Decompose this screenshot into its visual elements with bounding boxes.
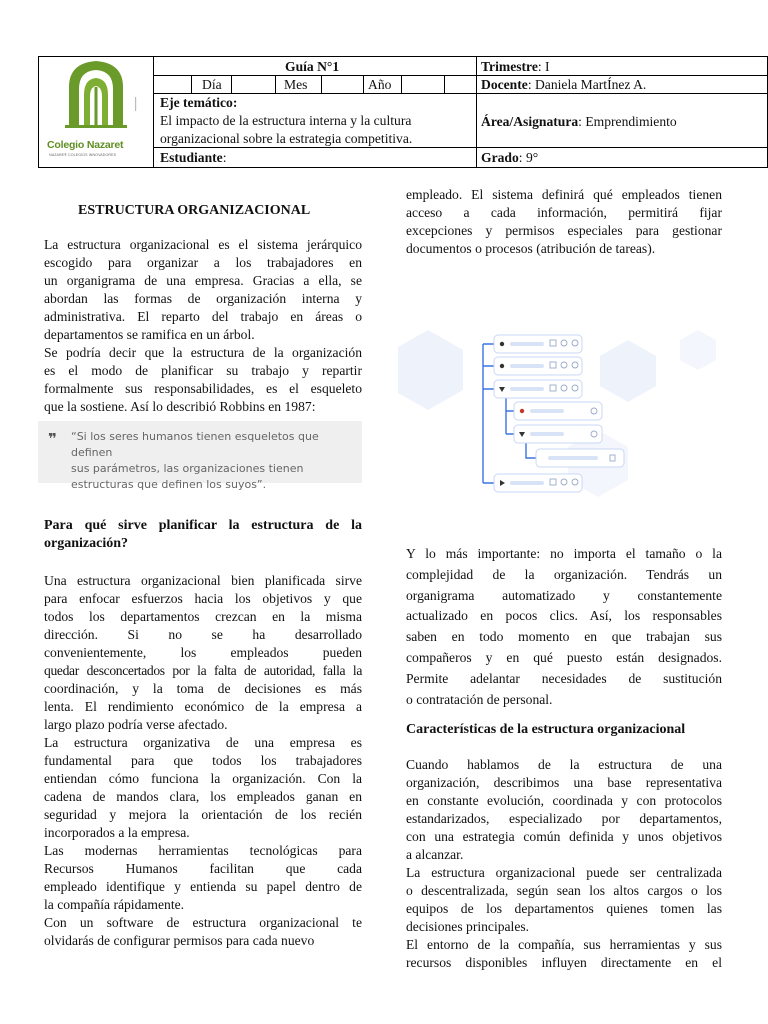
text-line: convenientemente, los empleados pueden bbox=[44, 645, 362, 660]
text-line: escogido para organizar a los trabajadores en bbox=[44, 255, 362, 270]
text-line: departamentos se ramifica en un árbol. bbox=[44, 327, 255, 342]
text-line: empleado identifique y entienda su papel dentro de bbox=[44, 879, 362, 894]
text-line: todos los departamentos crezcan en la misma bbox=[44, 609, 362, 624]
text-line: La estructura organizativa de una empresa es bbox=[44, 735, 362, 750]
text-line: olvidarás de configurar permisos para cada nuevo bbox=[44, 933, 315, 948]
text-line: saben en todo momento en que trabajan sus bbox=[406, 629, 722, 645]
quote-icon: ❞ bbox=[48, 430, 57, 448]
text-line: coordinación, y la toma de decisiones es más bbox=[44, 681, 362, 696]
logo-arch-icon bbox=[39, 57, 153, 137]
text-line: con una estrategia común definida y unos objetivos bbox=[406, 829, 722, 844]
text-line: administrativa. El reparto del trabajo en áreas o bbox=[44, 309, 362, 324]
text-line: la compañía rápidamente. bbox=[44, 897, 185, 912]
text-line: en constante evolución, coordinada y con protocolos bbox=[406, 793, 722, 808]
text-line: estandarizados, especializado por departamentos, bbox=[406, 811, 722, 826]
header-table bbox=[38, 56, 768, 168]
text-line: Recursos Humanos facilitan que cada bbox=[44, 861, 362, 876]
section-heading-caracteristicas: Características de la estructura organizacional bbox=[406, 722, 686, 737]
text-line: organigrama automatizado y constantemente bbox=[406, 587, 722, 603]
intro-paragraph bbox=[44, 236, 362, 416]
right-mid-paragraph bbox=[406, 544, 722, 710]
text-line: excepciones y permisos especiales para gestionar bbox=[406, 223, 722, 238]
text-line: Y lo más importante: no importa el tamaño o la bbox=[406, 546, 722, 561]
text-line: es el modo de planificar su trabajo y repartir bbox=[44, 363, 362, 378]
text-line: quedar desconcertados por la falta de autoridad, falla la bbox=[44, 663, 362, 678]
trimestre: Trimestre: I bbox=[481, 59, 550, 74]
text-line: o contratación de personal. bbox=[406, 691, 553, 707]
text-line: Permite adelantar necesidades de sustitución bbox=[406, 670, 722, 686]
text-line: documentos o procesos (atribución de tareas). bbox=[406, 241, 656, 256]
text-line: Una estructura organizacional bien planificada sirve bbox=[44, 573, 362, 588]
text-line: equipos de los departamentos quienes tomen las bbox=[406, 901, 722, 916]
text-line: La estructura organizacional es el sistema jerárquico bbox=[44, 237, 362, 252]
day-label: Día bbox=[202, 77, 222, 92]
text-line: acceso a cada información, permitirá fijar bbox=[406, 205, 722, 220]
text-line: El entorno de la compañía, sus herramientas y sus bbox=[406, 937, 722, 952]
text-line: Se podría decir que la estructura de la organización bbox=[44, 345, 362, 360]
logo-name: Colegio Nazaret bbox=[47, 139, 124, 151]
grado: Grado: 9° bbox=[481, 150, 539, 165]
text-line: actualizado en pocos clics. Así, los responsables bbox=[406, 608, 722, 624]
estudiante: Estudiante: bbox=[160, 150, 227, 165]
text-line: seguridad y mejora la orientación de los recién bbox=[44, 807, 362, 822]
eje-line-2: organizacional sobre la estrategia competitiva. bbox=[160, 131, 413, 146]
text-line: Cuando hablamos de la estructura de una bbox=[406, 757, 722, 772]
text-line: que la sostiene. Así lo describió Robbins en 1987: bbox=[44, 399, 316, 414]
year-label: Año bbox=[368, 77, 392, 92]
text-line: abordan las formas de organización interna y bbox=[44, 291, 362, 306]
right-bottom-paragraph bbox=[406, 756, 722, 972]
logo-tagline: NAZARE® COLEGIOS INNOVADORES bbox=[49, 153, 117, 157]
text-line: dirección. Si no se ha desarrollado bbox=[44, 627, 362, 642]
quote-box bbox=[38, 421, 362, 491]
text-line: fundamental para que todos los trabajadores bbox=[44, 753, 362, 768]
text-line: a alcanzar. bbox=[406, 847, 464, 862]
text-line: un organigrama de una empresa. Gracias a ella, se bbox=[44, 273, 362, 288]
text-line: largo plazo podría verse afectado. bbox=[44, 717, 228, 732]
text-line: Las modernas herramientas tecnológicas para bbox=[44, 843, 362, 858]
planificar-paragraph bbox=[44, 572, 362, 950]
text-line: complejidad de la organización. Tendrás un bbox=[406, 566, 722, 582]
text-line: empleado. El sistema definirá qué empleados tienen bbox=[406, 187, 722, 202]
school-logo bbox=[39, 57, 154, 167]
eje-line-1: El impacto de la estructura interna y la cultura bbox=[160, 113, 412, 128]
section-heading-planificar: Para qué sirve planificar la estructura de la organización? bbox=[44, 518, 362, 551]
text-line: incorporados a la empresa. bbox=[44, 825, 190, 840]
text-line: entiendan cómo funciona la organización. Con la bbox=[44, 771, 362, 786]
text-line: o descentralizada, según sean los altos cargos o los bbox=[406, 883, 722, 898]
text-line: organización, describimos una base representativa bbox=[406, 775, 722, 790]
text-line: decisiones principales. bbox=[406, 919, 530, 934]
text-line: para enfocar esfuerzos hacia los objetivos y que bbox=[44, 591, 362, 606]
right-top-paragraph bbox=[406, 186, 722, 258]
page-title: ESTRUCTURA ORGANIZACIONAL bbox=[78, 203, 311, 218]
docente: Docente: Daniela MartÍnez A. bbox=[481, 77, 647, 92]
text-line: compañeros y en qué puesto están designados. bbox=[406, 649, 722, 665]
text-line: Con un software de estructura organizacional te bbox=[44, 915, 362, 930]
text-line: recursos disponibles influyen directamente en el bbox=[406, 955, 722, 970]
month-label: Mes bbox=[284, 77, 308, 92]
org-chart-illustration bbox=[398, 320, 728, 500]
text-line: La estructura organizacional puede ser centralizada bbox=[406, 865, 722, 880]
text-line: cadena de mandos clara, los empleados ganan en bbox=[44, 789, 362, 804]
area-asignatura: Área/Asignatura: Emprendimiento bbox=[481, 114, 677, 129]
guia-number: Guía N°1 bbox=[285, 59, 340, 74]
text-line: lenta. El rendimiento económico de la empresa a bbox=[44, 699, 362, 714]
quote-text: “Si los seres humanos tienen esqueletos que definen sus parámetros, las organizaciones tienen estructuras que definen los suyos”. bbox=[71, 430, 319, 491]
eje-label: Eje temático: bbox=[160, 95, 238, 110]
text-line: formalmente sus responsabilidades, es el esqueleto bbox=[44, 381, 362, 396]
